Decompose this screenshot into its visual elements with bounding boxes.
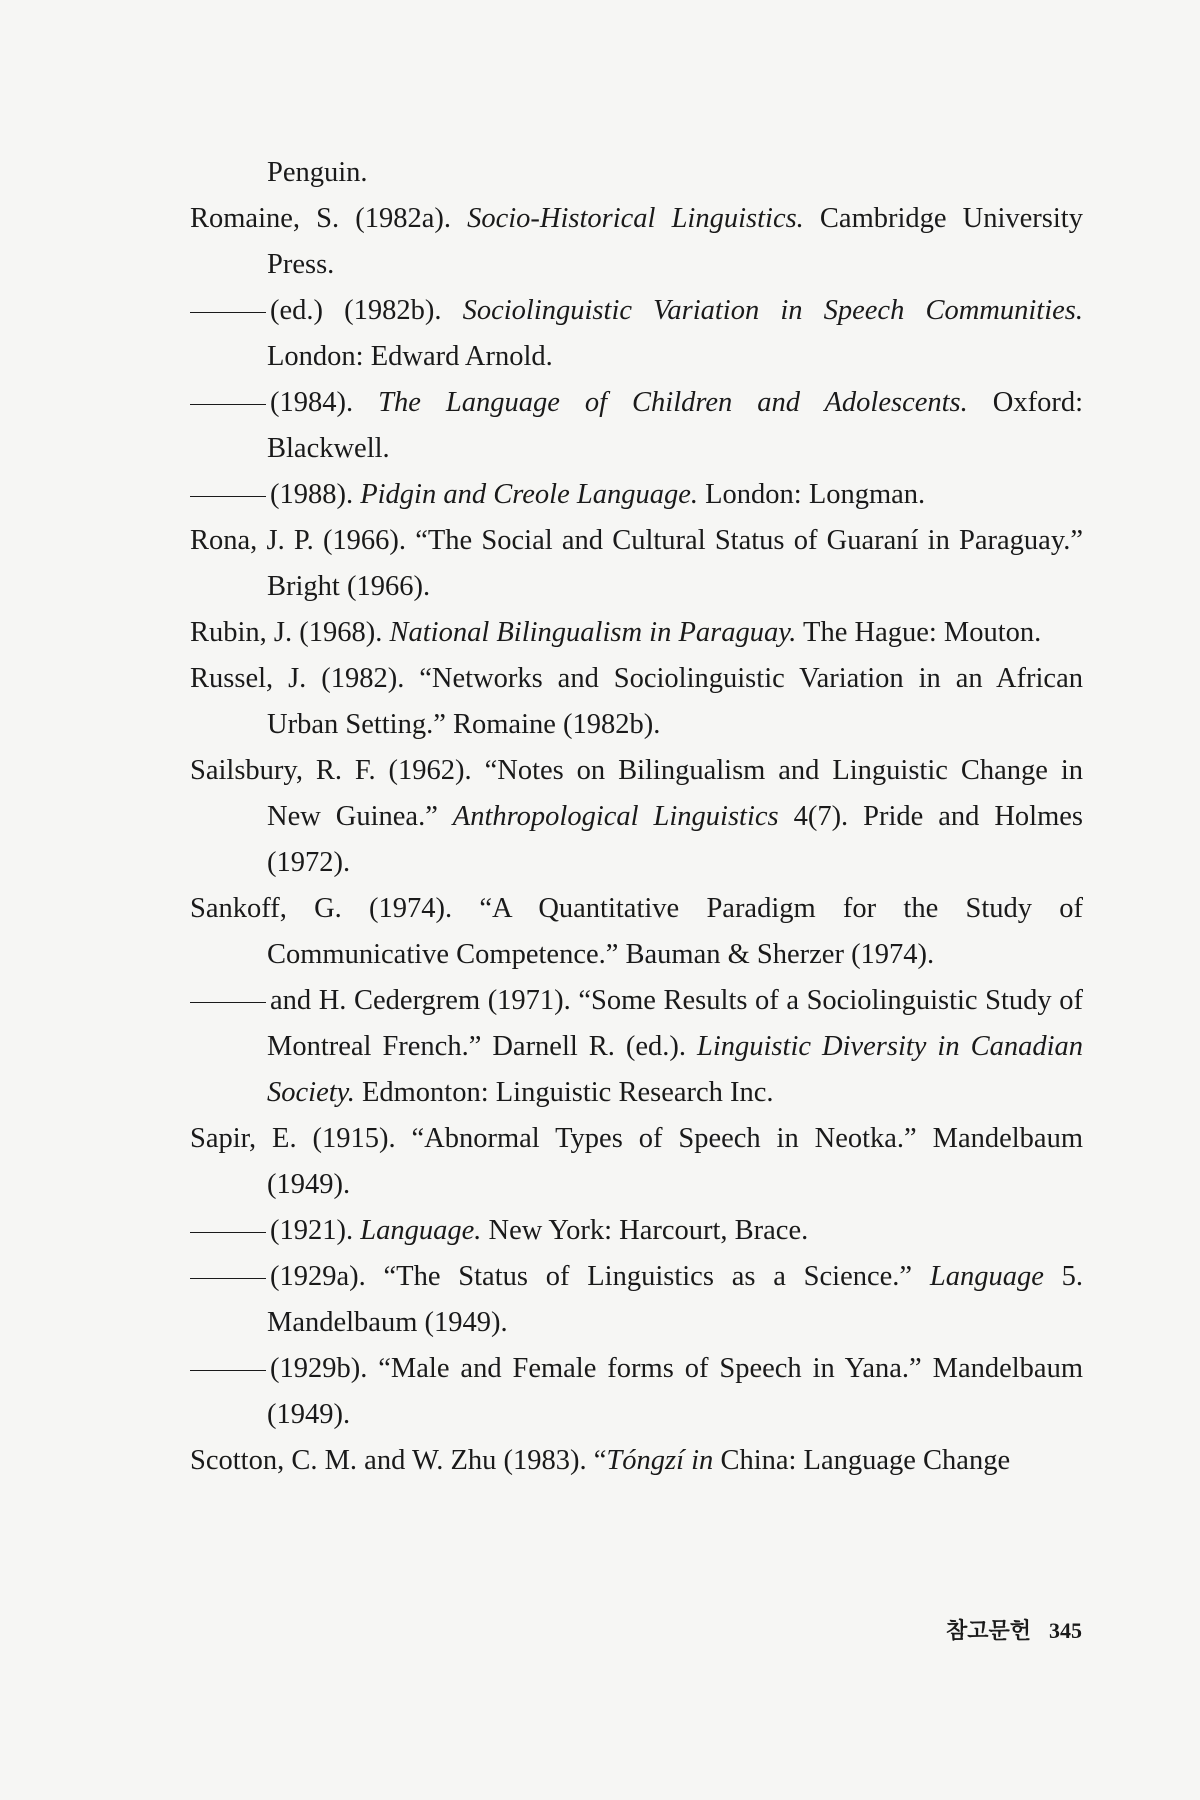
reference-text: (1984). bbox=[270, 387, 379, 418]
reference-text: (1929a). “The Status of Linguistics as a Science.” bbox=[270, 1261, 930, 1292]
reference-entry bbox=[190, 518, 1083, 610]
reference-text: Edmonton: Linguistic Research Inc. bbox=[354, 1077, 774, 1108]
reference-title-italic: Socio-Historical Linguistics. bbox=[467, 203, 804, 234]
reference-entry bbox=[190, 196, 1083, 288]
reference-text: 5. Mandelbaum (1949). bbox=[267, 1261, 1083, 1338]
repeated-author-dash bbox=[190, 404, 266, 405]
reference-title-italic: Tóngzí in bbox=[606, 1445, 714, 1476]
reference-text: 4(7). Pride and Holmes (1972). bbox=[267, 801, 1084, 878]
reference-entry bbox=[190, 610, 1083, 656]
reference-title-italic: The Language of Children and Adolescents. bbox=[378, 387, 968, 418]
reference-text: Romaine, S. (1982a). bbox=[190, 203, 468, 234]
reference-title-italic: National Bilingualism in Paraguay. bbox=[389, 617, 797, 648]
reference-entry bbox=[190, 1438, 1083, 1484]
reference-text: Rubin, J. (1968). bbox=[190, 617, 390, 648]
reference-text: (1929b). “Male and Female forms of Speech in Yana.” Mandelbaum (1949). bbox=[267, 1353, 1083, 1430]
reference-entry bbox=[190, 472, 1083, 518]
reference-text: Cambridge University Press. bbox=[267, 203, 1083, 280]
repeated-author-dash bbox=[190, 1002, 266, 1003]
reference-text: The Hague: Mouton. bbox=[796, 617, 1042, 648]
reference-text: Sankoff, G. (1974). “A Quantitative Paradigm for the Study of Communicative Competence.” Bauman & Sherzer (1974). bbox=[190, 893, 1083, 970]
reference-text: Sapir, E. (1915). “Abnormal Types of Speech in Neotka.” Mandelbaum (1949). bbox=[190, 1123, 1083, 1200]
reference-text: (1988). bbox=[270, 479, 361, 510]
repeated-author-dash bbox=[190, 1232, 266, 1233]
repeated-author-dash bbox=[190, 496, 266, 497]
reference-title-italic: Language bbox=[929, 1261, 1044, 1292]
page-footer bbox=[946, 1614, 1082, 1645]
reference-text: and H. Cedergrem (1971). “Some Results of a Sociolinguistic Study of Montreal French.” Darnell R. (ed.). bbox=[267, 985, 1083, 1062]
reference-text: New York: Harcourt, Brace. bbox=[481, 1215, 809, 1246]
reference-text: Rona, J. P. (1966). “The Social and Cultural Status of Guaraní in Paraguay.” Bright (1966). bbox=[190, 525, 1083, 602]
reference-entry bbox=[190, 380, 1083, 472]
reference-text: (1921). bbox=[270, 1215, 361, 1246]
reference-title-italic: Pidgin and Creole Language. bbox=[360, 479, 698, 510]
reference-entry bbox=[190, 978, 1083, 1116]
reference-title-italic: Linguistic Diversity in Canadian Society. bbox=[267, 1031, 1084, 1108]
reference-entry bbox=[190, 150, 1083, 196]
repeated-author-dash bbox=[190, 1370, 266, 1371]
reference-text: London: Longman. bbox=[698, 479, 926, 510]
reference-text: Russel, J. (1982). “Networks and Sociolinguistic Variation in an African Urban Setting.” Romaine (1982b). bbox=[190, 663, 1083, 740]
reference-entry bbox=[190, 748, 1083, 886]
running-section-title: 참고문헌 bbox=[945, 1619, 1031, 1644]
reference-entry bbox=[190, 1346, 1083, 1438]
reference-text: Penguin. bbox=[267, 157, 368, 188]
reference-entry bbox=[190, 886, 1083, 978]
reference-list bbox=[190, 150, 1083, 1484]
reference-entry bbox=[190, 288, 1083, 380]
reference-title-italic: Sociolinguistic Variation in Speech Communities. bbox=[462, 295, 1083, 326]
reference-title-italic: Language. bbox=[360, 1215, 482, 1246]
reference-entry bbox=[190, 1116, 1083, 1208]
page-number: 345 bbox=[1049, 1618, 1082, 1643]
reference-text: China: Language Change bbox=[713, 1445, 1011, 1476]
repeated-author-dash bbox=[190, 312, 266, 313]
repeated-author-dash bbox=[190, 1278, 266, 1279]
reference-text: (ed.) (1982b). bbox=[270, 295, 463, 326]
reference-text: London: Edward Arnold. bbox=[267, 341, 553, 372]
reference-title-italic: Anthropological Linguistics bbox=[452, 801, 779, 832]
reference-text: Scotton, C. M. and W. Zhu (1983). “ bbox=[190, 1445, 607, 1476]
reference-entry bbox=[190, 1208, 1083, 1254]
reference-entry bbox=[190, 1254, 1083, 1346]
reference-text: Sailsbury, R. F. (1962). “Notes on Bilingualism and Linguistic Change in New Guinea.” bbox=[190, 755, 1083, 832]
reference-text: Oxford: Blackwell. bbox=[267, 387, 1084, 464]
reference-entry bbox=[190, 656, 1083, 748]
